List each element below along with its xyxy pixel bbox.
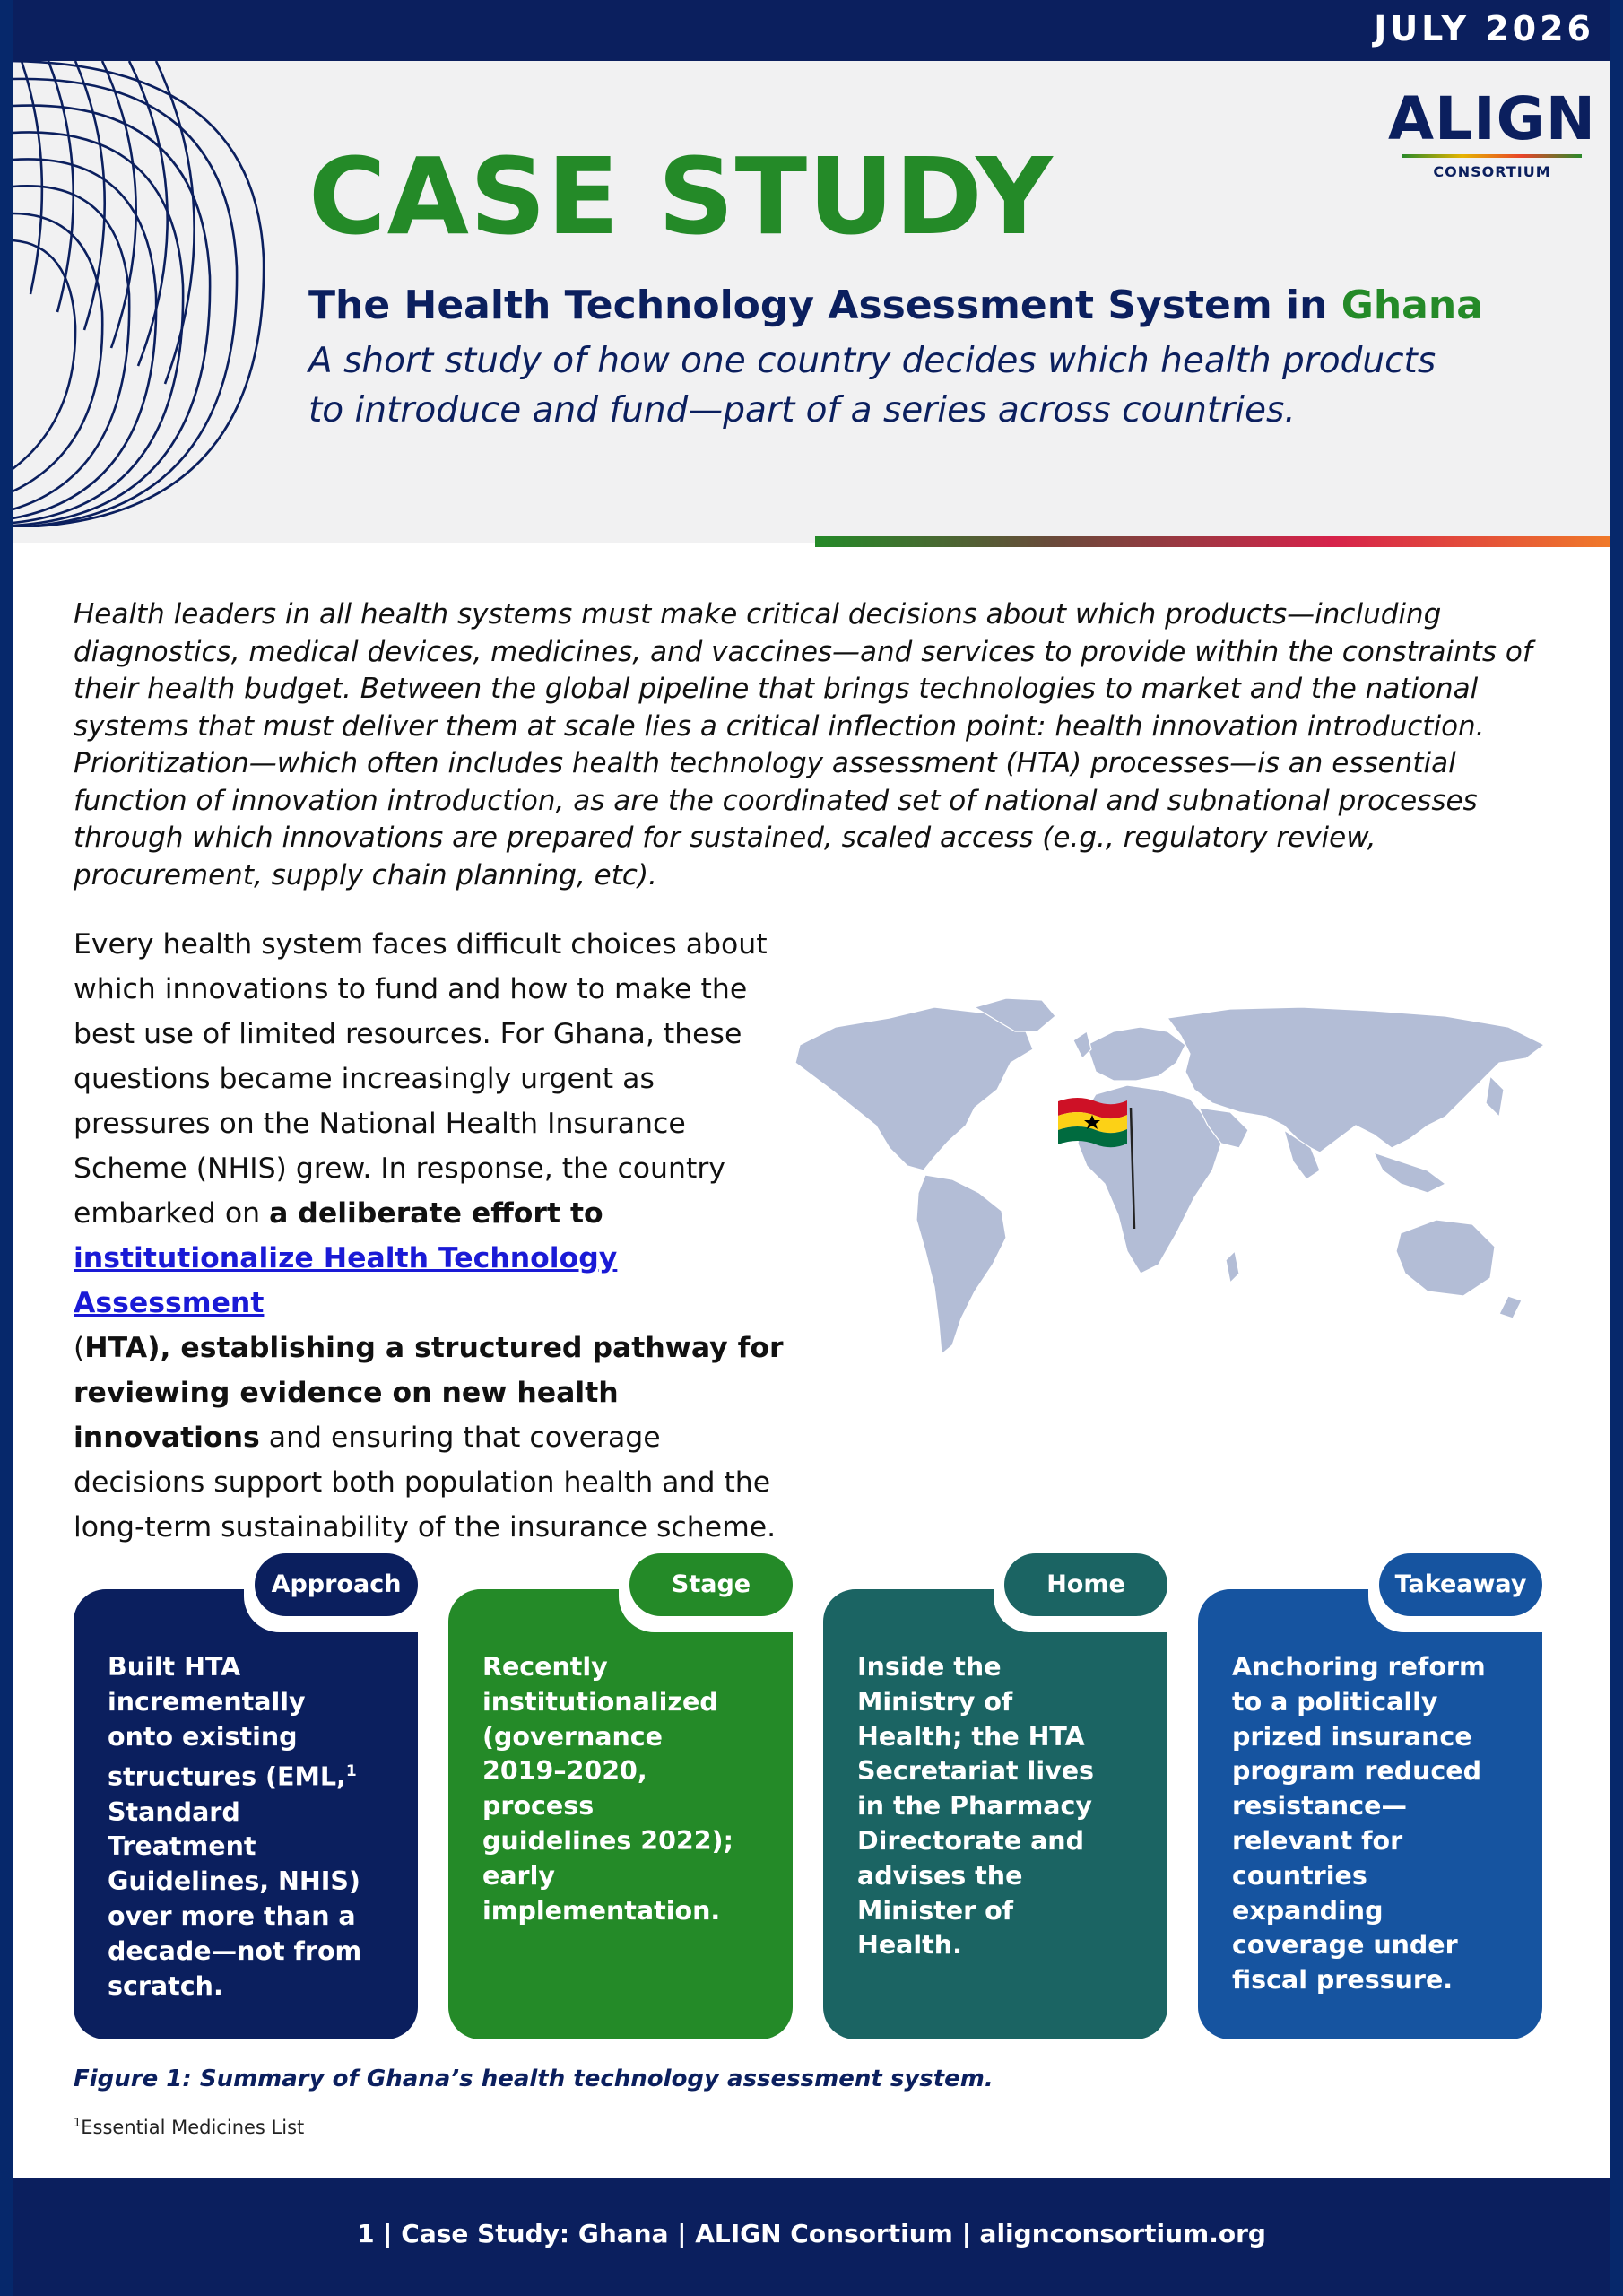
body-paragraph [74, 922, 791, 1550]
footnote-text: Essential Medicines List [81, 2117, 305, 2138]
footnote [74, 2117, 304, 2138]
subtitle-prefix: The Health Technology Assessment System in [308, 283, 1341, 328]
world-map-graphic [782, 991, 1562, 1377]
body-bold-1: a deliberate effort to [269, 1197, 603, 1230]
body-bold-2: HTA), establishing a structured pathway for reviewing evidence on new health innovations [74, 1332, 784, 1454]
body-paren: ( [74, 1332, 85, 1364]
summary-card-home [823, 1570, 1167, 2039]
figure-caption: Figure 1: Summary of Ghana’s health technology assessment system. [74, 2066, 994, 2092]
page-tagline: A short study of how one country decides which health products to introduce and fund—part of a series across countries. [308, 341, 1436, 430]
card-tab-home: Home [1004, 1553, 1167, 1616]
card-text-approach-1: Built HTA incrementally onto existing structures (EML, [108, 1652, 346, 1792]
card-tab-approach: Approach [255, 1553, 418, 1616]
gradient-accent-bar [815, 536, 1610, 547]
hta-link[interactable]: institutionalize Health Technology Assessment [74, 1242, 618, 1319]
card-tab-stage: Stage [629, 1553, 793, 1616]
ghana-flag-icon [1058, 1098, 1127, 1147]
card-tab-takeaway: Takeaway [1379, 1553, 1542, 1616]
summary-card-takeaway [1198, 1570, 1542, 2039]
summary-card-approach [74, 1570, 418, 2039]
document-page [13, 0, 1610, 2296]
footnote-ref: 1 [345, 1762, 357, 1781]
footer-text: 1 | Case Study: Ghana | ALIGN Consortium | alignconsortium.org [357, 2219, 1266, 2248]
top-bar [13, 0, 1610, 61]
card-text-approach [108, 1650, 377, 2004]
logo-color-rule [1402, 154, 1582, 158]
intro-paragraph: Health leaders in all health systems must make critical decisions about which products—including diagnostics, medical devices, medicines, and vaccines—and services to provide within the constraints of their health budget. Between the global pipeline that brings technologies to market and the national systems that must deliver them at scale lies a critical inflection point: health innovation introduction. Prioritization—which often includes health technology assessment (HTA) processes—is an essential function of innovation introduction, as are the coordinated set of national and subnational processes through which innovations are prepared for sustained, scaled access (e.g., regulatory review, procurement, supply chain planning, etc). [74, 598, 1532, 891]
card-text-approach-2: Standard Treatment Guidelines, NHIS) over more than a decade—not from scratch. [108, 1796, 362, 2001]
summary-card-stage [448, 1570, 793, 2039]
logo-wordmark: ALIGN [1387, 84, 1597, 153]
subtitle-country: Ghana [1341, 283, 1483, 328]
decorative-arcs-graphic [13, 61, 273, 527]
footnote-marker: 1 [74, 2117, 82, 2130]
publication-date: JULY 2026 [1374, 9, 1594, 48]
card-text-stage: Recently institutionalized (governance 2019–2020, process guidelines 2022); early implementation. [482, 1652, 733, 1926]
page-subtitle [308, 283, 1483, 328]
logo-subtext: CONSORTIUM [1433, 163, 1551, 180]
body-text-1: Every health system faces difficult choices about which innovations to fund and how to make the best use of limited resources. For Ghana, these questions became increasingly urgent as pressures on the National Health Insurance Scheme (NHIS) grew. In response, the country embarked on [74, 928, 768, 1230]
page-footer [13, 2178, 1610, 2296]
card-text-takeaway: Anchoring reform to a politically prized insurance program reduced resistance—relevant for countries expanding coverage under fiscal pressure. [1232, 1652, 1486, 1996]
body-text-2: and ensuring that coverage decisions support both population health and the long-term sustainability of the insurance scheme. [74, 1422, 777, 1544]
card-text-home: Inside the Ministry of Health; the HTA Secretariat lives in the Pharmacy Directorate and advises the Minister of Health. [857, 1652, 1095, 1961]
page-title: CASE STUDY [308, 135, 1054, 258]
align-consortium-logo [1384, 84, 1600, 188]
